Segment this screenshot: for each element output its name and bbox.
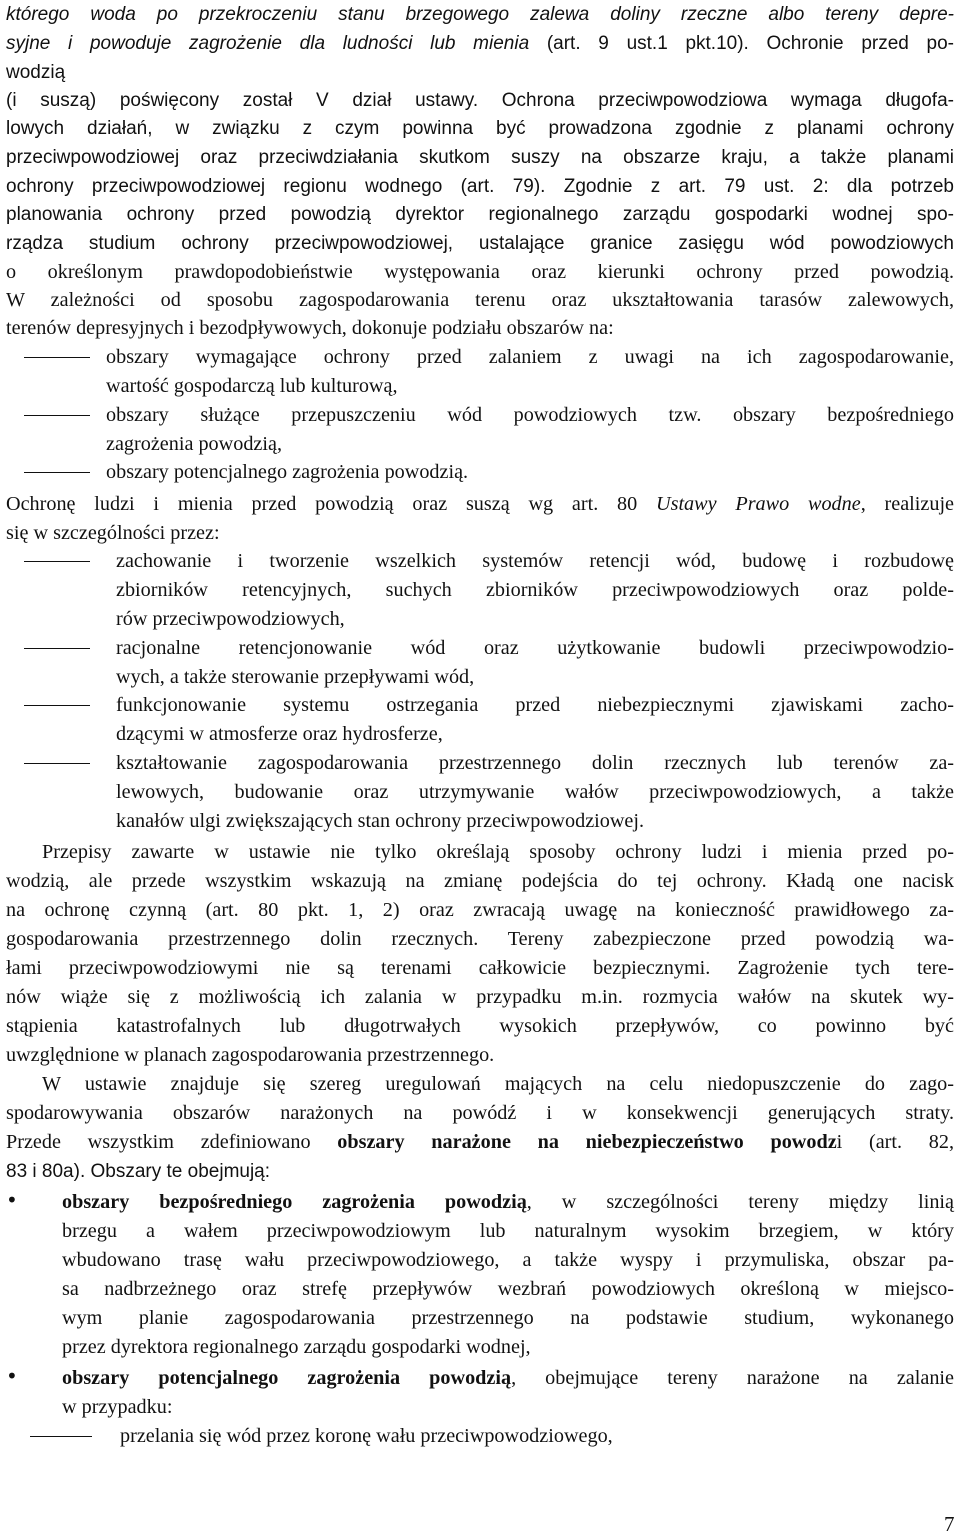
- text-line: uwzględnione w planach zagospodarowania przestrzennego.: [6, 1044, 495, 1066]
- text-line: przeciwpowodziowej oraz przeciwdziałania skutkom suszy na obszarze kraju, a także planami: [6, 147, 954, 168]
- text-line: nów wiąże się z możliwością ich zalania w przypadku m.in. rozmycia wałów na skutek wy-: [6, 986, 954, 1008]
- text-line: 83 i 80a). Obszary te obejmują:: [6, 1161, 271, 1182]
- list-dash: [24, 357, 90, 358]
- list-dash: [24, 415, 90, 416]
- text-line: ochrony przeciwpowodziowej regionu wodnego (art. 79). Zgodnie z art. 79 ust. 2: dla potrzeb: [6, 176, 954, 197]
- list-item-text: wbudowano trasę wału przeciwpowodziowego, a także wyspy i przymuliska, obszar pa-: [62, 1249, 954, 1271]
- list-item-text: obszary wymagające ochrony przed zalaniem z uwagi na ich zagospodarowanie,: [106, 346, 954, 368]
- list-item-text: zbiorników retencyjnych, suchych zbiorników przeciwpowodziowych oraz polde-: [116, 579, 954, 601]
- list-dash: [30, 1436, 92, 1437]
- page-number: 7: [944, 1512, 955, 1536]
- list-item-text: wartość gospodarczą lub kulturową,: [106, 375, 398, 397]
- text-line: rządza studium ochrony przeciwpowodziowej, ustalające granice zasięgu wód powodziowych: [6, 233, 954, 254]
- text-span: (art. 9 ust.1 pkt.10). Ochronie przed po-: [529, 33, 954, 54]
- text-line: terenów depresyjnych i bezodpływowych, dokonuje podziału obszarów na:: [6, 317, 614, 339]
- text-span: Ochrona przeciwpowodziowa wymaga długofa-: [478, 90, 954, 111]
- list-item-text: [62, 1188, 954, 1217]
- text-line: o określonym prawdopodobieństwie występowania oraz kierunki ochrony przed powodzią.: [6, 261, 954, 283]
- list-item-text: kształtowanie zagospodarowania przestrzennego dolin rzecznych lub terenów za-: [116, 752, 954, 774]
- list-item-text: sa nadbrzeżnego oraz strefę przepływów wezbrań powodziowych określoną w miejsco-: [62, 1278, 954, 1300]
- text-line: lowych działań, w związku z czym powinna być prowadzona zgodnie z planami ochrony: [6, 118, 954, 139]
- list-item-text: brzegu a wałem przeciwpowodziowym lub naturalnym wysokim brzegiem, w który: [62, 1220, 954, 1242]
- list-item-text: przez dyrektora regionalnego zarządu gospodarki wodnej,: [62, 1336, 531, 1358]
- list-item-text: w przypadku:: [62, 1396, 173, 1418]
- text-line: na ochronę czynną (art. 80 pkt. 1, 2) oraz zwracają uwagę na konieczność prawidłowego za-: [6, 899, 954, 921]
- list-item-text: kanałów ulgi zwiększających stan ochrony przeciwpowodziowej.: [116, 810, 645, 832]
- text-line: wodzią: [6, 62, 66, 83]
- text-line: W zależności od sposobu zagospodarowania terenu oraz ukształtowania tarasów zalewowych,: [6, 289, 954, 311]
- list-dash: [24, 561, 90, 562]
- text-line: się w szczególności przez:: [6, 522, 220, 544]
- list-item-text: [62, 1364, 954, 1393]
- list-item-text: zagrożenia powodzią,: [106, 433, 282, 455]
- text-line: [6, 1128, 954, 1157]
- text-line: wodzią, ale przede wszystkim wskazują na zmianę podejścia do tej ochrony. Kładą one nacisk: [6, 870, 954, 892]
- list-dash: [24, 763, 90, 764]
- list-item-text: rów przeciwpowodziowych,: [116, 608, 345, 630]
- text-line: stąpienia katastrofalnych lub długotrwałych wysokich przepływów, co powinno być: [6, 1015, 954, 1037]
- bullet-icon: •: [6, 1364, 18, 1388]
- text-span: Ochronę ludzi i mienia przed powodzią oraz suszą wg art. 80: [6, 493, 657, 515]
- list-item-text: wych, a także sterowanie przepływami wód,: [116, 666, 475, 688]
- list-item-text: przelania się wód przez koronę wału przeciwpowodziowego,: [120, 1425, 613, 1447]
- text-span: , w szczególności tereny między linią: [526, 1191, 954, 1213]
- list-item-text: racjonalne retencjonowanie wód oraz użytkowanie budowli przeciwpowodzio-: [116, 637, 954, 659]
- text-line: [6, 86, 954, 115]
- text-line: Przepisy zawarte w ustawie nie tylko określają sposoby ochrony ludzi i mienia przed po-: [42, 841, 954, 863]
- text-span: Przede wszystkim zdefiniowano: [6, 1131, 338, 1153]
- list-item-text: lewowych, budowanie oraz utrzymywanie wałów przeciwpowodziowych, a także: [116, 781, 954, 803]
- text-line: planowania ochrony przed powodzią dyrektor regionalnego zarządu gospodarki wodnej spo-: [6, 204, 954, 225]
- list-dash: [24, 648, 90, 649]
- list-dash: [24, 705, 90, 706]
- text-line: łami przeciwpowodziowymi nie są terenami całkowicie bezpiecznymi. Zagrożenie tych tere-: [6, 957, 954, 979]
- list-item-text: funkcjonowanie systemu ostrzegania przed niebezpiecznymi zjawiskami zacho-: [116, 694, 954, 716]
- list-item-text: obszary służące przepuszczeniu wód powodziowych tzw. obszary bezpośredniego: [106, 404, 954, 426]
- text-line: W ustawie znajduje się szereg uregulowań mających na celu niedopuszczenie do zago-: [42, 1073, 954, 1095]
- list-item-text: zachowanie i tworzenie wszelkich systemów retencji wód, budowę i rozbudowę: [116, 550, 954, 572]
- text-span: , realizuje: [860, 493, 955, 515]
- bold-term: obszary bezpośredniego zagrożenia powodzią: [62, 1191, 527, 1213]
- text-line: [6, 29, 954, 58]
- text-span: (i suszą) poświęcony został V dział ustawy.: [6, 90, 479, 111]
- text-line: którego woda po przekroczeniu stanu brzegowego zalewa doliny rzeczne albo tereny depre-: [6, 4, 954, 25]
- text-span: Ustawy Prawo wodne: [656, 493, 861, 515]
- bullet-icon: •: [6, 1188, 18, 1212]
- bold-term: obszary narażone na niebezpieczeństwo powodz: [337, 1131, 837, 1153]
- text-line: [6, 490, 954, 519]
- list-dash: [24, 472, 90, 473]
- text-line: spodarowywania obszarów narażonych na powódź i w konsekwencji generujących straty.: [6, 1102, 954, 1124]
- list-item-text: wym planie zagospodarowania przestrzennego na podstawie studium, wykonanego: [62, 1307, 954, 1329]
- text-span: i (art. 82,: [836, 1131, 954, 1153]
- text-span: , obejmujące tereny narażone na zalanie: [511, 1367, 954, 1389]
- text-span: syjne i powoduje zagrożenie dla ludności lub mienia: [6, 33, 530, 54]
- bold-term: obszary potencjalnego zagrożenia powodzią: [62, 1367, 512, 1389]
- list-item-text: dzącymi w atmosferze oraz hydrosferze,: [116, 723, 443, 745]
- list-item-text: obszary potencjalnego zagrożenia powodzią.: [106, 461, 469, 483]
- text-line: gospodarowania przestrzennego dolin rzecznych. Tereny zabezpieczone przed powodzią wa-: [6, 928, 954, 950]
